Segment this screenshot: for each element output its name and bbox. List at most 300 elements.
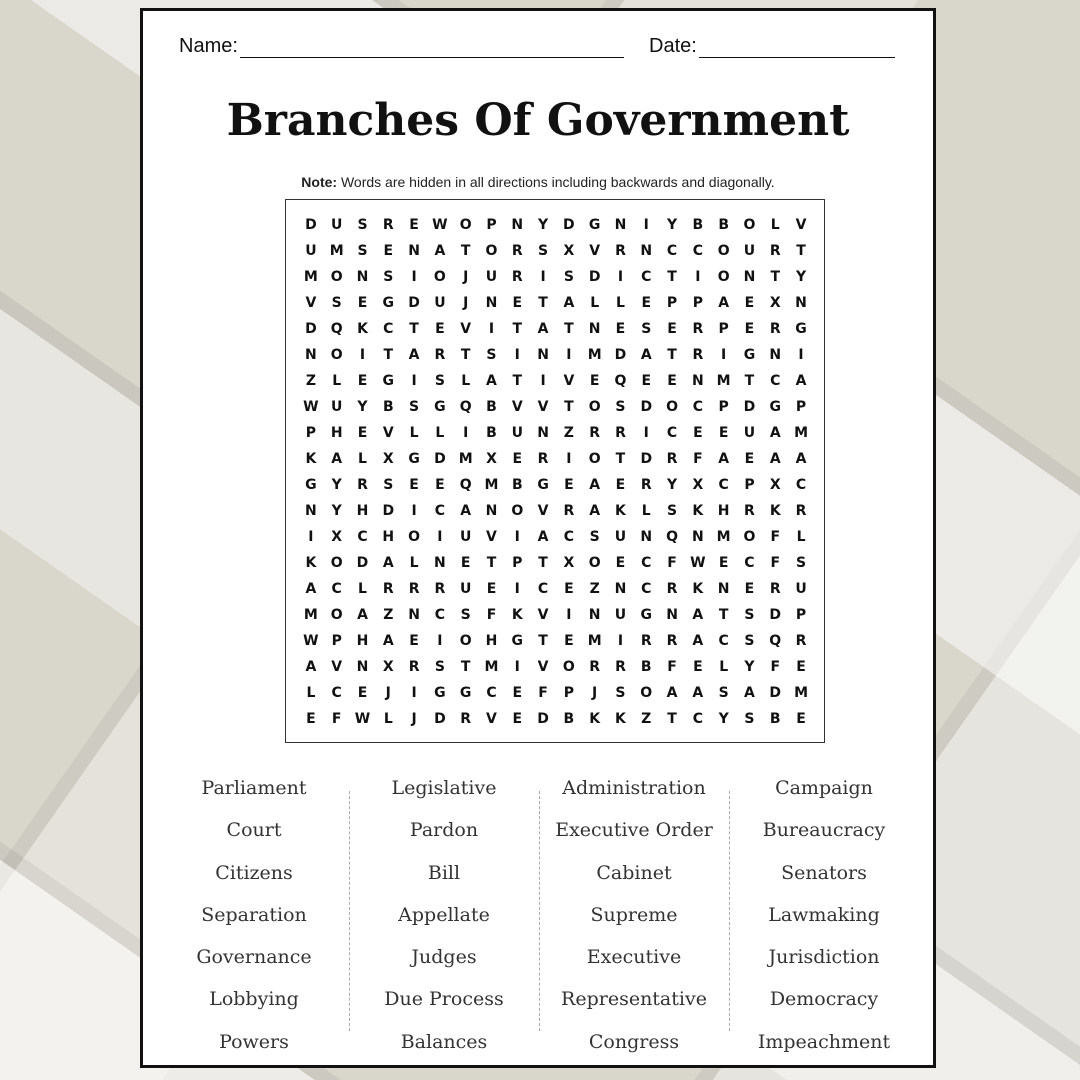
grid-letter[interactable]: V: [486, 711, 497, 727]
grid-letter[interactable]: R: [795, 633, 807, 649]
grid-letter[interactable]: J: [463, 269, 469, 285]
grid-letter[interactable]: E: [512, 295, 523, 311]
grid-letter[interactable]: Z: [589, 581, 600, 597]
grid-letter[interactable]: C: [434, 607, 446, 623]
grid-letter[interactable]: K: [615, 711, 626, 727]
grid-letter[interactable]: U: [459, 581, 472, 597]
grid-letter[interactable]: R: [615, 243, 626, 259]
grid-letter[interactable]: G: [640, 607, 652, 623]
grid-letter[interactable]: C: [744, 555, 755, 571]
grid-letter[interactable]: M: [303, 607, 318, 623]
grid-letter[interactable]: X: [692, 477, 704, 493]
grid-letter[interactable]: Y: [357, 399, 368, 415]
grid-letter[interactable]: Y: [795, 269, 807, 285]
grid-letter[interactable]: K: [692, 503, 704, 519]
grid-letter[interactable]: M: [794, 685, 808, 701]
grid-letter[interactable]: N: [537, 347, 549, 363]
grid-letter[interactable]: D: [743, 399, 756, 415]
grid-letter[interactable]: R: [563, 503, 575, 519]
grid-letter[interactable]: I: [617, 269, 624, 285]
grid-letter[interactable]: R: [589, 425, 601, 441]
grid-letter[interactable]: H: [330, 425, 343, 441]
grid-letter[interactable]: F: [770, 529, 781, 545]
grid-letter[interactable]: I: [721, 347, 727, 363]
grid-letter[interactable]: R: [434, 347, 446, 363]
grid-letter[interactable]: X: [769, 477, 781, 493]
grid-letter[interactable]: T: [770, 269, 781, 285]
grid-letter[interactable]: O: [743, 217, 756, 233]
grid-letter[interactable]: Y: [331, 503, 342, 519]
grid-letter[interactable]: B: [718, 217, 729, 233]
grid-letter[interactable]: V: [795, 217, 807, 233]
grid-letter[interactable]: V: [537, 659, 549, 675]
grid-letter[interactable]: I: [463, 425, 469, 441]
grid-letter[interactable]: R: [434, 581, 446, 597]
grid-letter[interactable]: C: [563, 529, 574, 545]
grid-letter[interactable]: V: [537, 399, 549, 415]
grid-letter[interactable]: U: [511, 425, 523, 441]
grid-letter[interactable]: A: [744, 685, 755, 701]
grid-letter[interactable]: T: [383, 347, 394, 363]
grid-letter[interactable]: A: [589, 477, 601, 493]
grid-letter[interactable]: T: [667, 347, 677, 363]
grid-letter[interactable]: T: [538, 295, 548, 311]
grid-letter[interactable]: D: [640, 451, 653, 467]
grid-letter[interactable]: D: [769, 607, 782, 623]
grid-letter[interactable]: T: [460, 659, 471, 675]
grid-letter[interactable]: D: [434, 711, 446, 727]
grid-letter[interactable]: V: [305, 295, 317, 311]
grid-letter[interactable]: Z: [383, 607, 394, 623]
grid-letter[interactable]: T: [744, 373, 755, 389]
grid-letter[interactable]: N: [640, 243, 653, 259]
grid-letter[interactable]: E: [409, 477, 419, 493]
grid-letter[interactable]: T: [409, 321, 419, 337]
grid-letter[interactable]: B: [511, 477, 523, 493]
grid-letter[interactable]: T: [486, 555, 497, 571]
grid-letter[interactable]: R: [666, 633, 678, 649]
grid-letter[interactable]: O: [640, 685, 653, 701]
grid-letter[interactable]: V: [331, 659, 343, 675]
grid-letter[interactable]: M: [458, 451, 473, 467]
grid-letter[interactable]: E: [744, 295, 755, 311]
grid-letter[interactable]: U: [331, 399, 343, 415]
grid-letter[interactable]: P: [512, 555, 523, 571]
grid-letter[interactable]: S: [615, 399, 626, 415]
grid-letter[interactable]: E: [435, 477, 445, 493]
grid-letter[interactable]: R: [357, 477, 368, 493]
grid-letter[interactable]: L: [358, 581, 367, 597]
grid-letter[interactable]: I: [437, 633, 443, 649]
grid-letter[interactable]: A: [692, 685, 704, 701]
grid-letter[interactable]: V: [382, 425, 394, 441]
grid-letter[interactable]: P: [305, 425, 317, 441]
grid-letter[interactable]: Q: [614, 373, 627, 389]
grid-letter[interactable]: W: [690, 555, 706, 571]
grid-letter[interactable]: X: [563, 555, 575, 571]
grid-letter[interactable]: E: [796, 659, 806, 675]
grid-letter[interactable]: O: [330, 269, 343, 285]
grid-letter[interactable]: D: [305, 321, 317, 337]
grid-letter[interactable]: R: [511, 243, 523, 259]
grid-letter[interactable]: K: [305, 451, 317, 467]
grid-letter[interactable]: K: [511, 607, 523, 623]
grid-letter[interactable]: A: [640, 347, 652, 363]
grid-letter[interactable]: S: [434, 659, 445, 675]
grid-letter[interactable]: L: [306, 685, 316, 701]
grid-letter[interactable]: D: [356, 555, 369, 571]
grid-letter[interactable]: F: [538, 685, 548, 701]
grid-letter[interactable]: I: [437, 529, 443, 545]
grid-letter[interactable]: C: [692, 711, 703, 727]
grid-letter[interactable]: G: [743, 347, 756, 363]
grid-letter[interactable]: S: [641, 321, 652, 337]
grid-letter[interactable]: E: [564, 633, 574, 649]
grid-letter[interactable]: E: [796, 711, 806, 727]
grid-letter[interactable]: S: [434, 373, 445, 389]
grid-letter[interactable]: S: [357, 217, 368, 233]
grid-letter[interactable]: R: [537, 451, 549, 467]
grid-letter[interactable]: K: [357, 321, 368, 337]
grid-letter[interactable]: Q: [459, 399, 472, 415]
grid-letter[interactable]: T: [667, 711, 677, 727]
grid-letter[interactable]: M: [587, 347, 602, 363]
grid-letter[interactable]: D: [537, 711, 549, 727]
grid-letter[interactable]: Z: [305, 373, 316, 389]
grid-letter[interactable]: E: [306, 711, 316, 727]
grid-letter[interactable]: E: [564, 477, 574, 493]
grid-letter[interactable]: L: [461, 373, 471, 389]
grid-letter[interactable]: R: [640, 477, 652, 493]
grid-letter[interactable]: N: [408, 607, 420, 623]
grid-letter[interactable]: M: [484, 659, 499, 675]
grid-letter[interactable]: Y: [331, 477, 342, 493]
grid-letter[interactable]: A: [769, 425, 781, 441]
grid-letter[interactable]: R: [615, 425, 626, 441]
grid-letter[interactable]: S: [667, 503, 678, 519]
grid-letter[interactable]: J: [411, 711, 417, 727]
grid-letter[interactable]: Y: [744, 659, 755, 675]
grid-letter[interactable]: V: [563, 373, 575, 389]
grid-letter[interactable]: E: [615, 477, 626, 493]
grid-letter[interactable]: A: [718, 451, 730, 467]
grid-letter[interactable]: M: [303, 269, 318, 285]
grid-letter[interactable]: A: [563, 295, 575, 311]
grid-letter[interactable]: T: [667, 269, 677, 285]
grid-letter[interactable]: L: [435, 425, 445, 441]
grid-letter[interactable]: O: [743, 529, 756, 545]
grid-letter[interactable]: O: [562, 659, 575, 675]
grid-letter[interactable]: L: [719, 659, 729, 675]
grid-letter[interactable]: O: [330, 347, 343, 363]
grid-letter[interactable]: R: [382, 581, 394, 597]
grid-letter[interactable]: U: [614, 529, 627, 545]
grid-letter[interactable]: S: [538, 243, 549, 259]
grid-letter[interactable]: R: [692, 321, 704, 337]
grid-letter[interactable]: T: [718, 607, 729, 623]
grid-letter[interactable]: T: [564, 399, 574, 415]
grid-letter[interactable]: N: [485, 295, 498, 311]
grid-letter[interactable]: H: [382, 529, 395, 545]
grid-letter[interactable]: C: [641, 555, 652, 571]
grid-letter[interactable]: C: [770, 373, 781, 389]
grid-letter[interactable]: N: [434, 555, 446, 571]
grid-letter[interactable]: E: [512, 711, 523, 727]
grid-letter[interactable]: E: [589, 373, 600, 389]
grid-letter[interactable]: A: [408, 347, 420, 363]
grid-letter[interactable]: O: [485, 243, 498, 259]
grid-letter[interactable]: P: [744, 477, 755, 493]
grid-letter[interactable]: R: [382, 217, 394, 233]
grid-letter[interactable]: A: [434, 243, 446, 259]
grid-letter[interactable]: I: [643, 217, 649, 233]
grid-letter[interactable]: T: [538, 555, 548, 571]
grid-letter[interactable]: T: [564, 321, 574, 337]
grid-letter[interactable]: U: [434, 295, 446, 311]
grid-letter[interactable]: C: [666, 425, 678, 441]
grid-letter[interactable]: Z: [641, 711, 652, 727]
grid-letter[interactable]: A: [589, 503, 601, 519]
grid-letter[interactable]: V: [589, 243, 601, 259]
name-field[interactable]: [179, 35, 624, 58]
grid-letter[interactable]: S: [486, 347, 497, 363]
grid-letter[interactable]: D: [614, 347, 627, 363]
grid-letter[interactable]: J: [463, 295, 469, 311]
grid-letter[interactable]: H: [356, 633, 369, 649]
grid-letter[interactable]: Y: [666, 477, 678, 493]
grid-letter[interactable]: M: [794, 425, 808, 441]
grid-letter[interactable]: A: [795, 373, 807, 389]
grid-letter[interactable]: F: [486, 607, 497, 623]
grid-letter[interactable]: L: [616, 295, 625, 311]
grid-letter[interactable]: E: [486, 581, 497, 597]
grid-letter[interactable]: A: [382, 555, 394, 571]
grid-letter[interactable]: I: [566, 607, 572, 623]
grid-letter[interactable]: S: [718, 685, 729, 701]
grid-letter[interactable]: E: [564, 581, 574, 597]
grid-letter[interactable]: A: [795, 451, 807, 467]
grid-letter[interactable]: L: [409, 555, 419, 571]
grid-letter[interactable]: A: [769, 451, 781, 467]
grid-letter[interactable]: V: [511, 399, 523, 415]
grid-letter[interactable]: X: [486, 451, 497, 467]
grid-letter[interactable]: S: [744, 607, 755, 623]
grid-letter[interactable]: O: [433, 269, 446, 285]
grid-letter[interactable]: F: [331, 711, 342, 727]
grid-letter[interactable]: T: [512, 321, 523, 337]
grid-letter[interactable]: C: [718, 477, 729, 493]
grid-letter[interactable]: C: [692, 243, 703, 259]
grid-letter[interactable]: N: [666, 607, 678, 623]
grid-letter[interactable]: L: [590, 295, 600, 311]
grid-letter[interactable]: E: [357, 295, 368, 311]
grid-letter[interactable]: O: [330, 555, 343, 571]
grid-letter[interactable]: M: [587, 633, 602, 649]
grid-letter[interactable]: E: [357, 373, 368, 389]
grid-letter[interactable]: G: [408, 451, 420, 467]
grid-letter[interactable]: N: [717, 581, 730, 597]
grid-letter[interactable]: F: [693, 451, 703, 467]
grid-letter[interactable]: I: [488, 321, 495, 337]
grid-letter[interactable]: I: [540, 373, 546, 389]
grid-letter[interactable]: A: [460, 503, 472, 519]
grid-letter[interactable]: I: [643, 425, 649, 441]
grid-letter[interactable]: N: [537, 425, 549, 441]
grid-letter[interactable]: P: [718, 321, 729, 337]
grid-letter[interactable]: G: [511, 633, 524, 649]
grid-letter[interactable]: I: [566, 451, 572, 467]
grid-letter[interactable]: R: [589, 659, 601, 675]
grid-letter[interactable]: S: [563, 269, 574, 285]
grid-letter[interactable]: O: [588, 555, 601, 571]
grid-letter[interactable]: I: [411, 685, 417, 701]
grid-letter[interactable]: K: [769, 503, 781, 519]
grid-letter[interactable]: P: [718, 399, 729, 415]
grid-letter[interactable]: R: [769, 243, 781, 259]
grid-letter[interactable]: S: [795, 555, 807, 571]
grid-letter[interactable]: H: [356, 503, 369, 519]
grid-letter[interactable]: K: [692, 581, 704, 597]
grid-letter[interactable]: R: [744, 503, 755, 519]
grid-letter[interactable]: K: [589, 711, 601, 727]
grid-letter[interactable]: P: [692, 295, 703, 311]
grid-letter[interactable]: E: [744, 581, 755, 597]
grid-letter[interactable]: C: [357, 529, 368, 545]
grid-letter[interactable]: T: [512, 373, 523, 389]
grid-letter[interactable]: A: [305, 581, 317, 597]
grid-letter[interactable]: D: [588, 269, 601, 285]
grid-letter[interactable]: S: [460, 607, 471, 623]
grid-letter[interactable]: A: [692, 633, 704, 649]
grid-letter[interactable]: E: [512, 685, 523, 701]
grid-letter[interactable]: P: [795, 607, 807, 623]
grid-letter[interactable]: I: [566, 347, 572, 363]
grid-letter[interactable]: N: [614, 581, 627, 597]
grid-letter[interactable]: U: [743, 425, 756, 441]
grid-letter[interactable]: C: [718, 633, 729, 649]
grid-letter[interactable]: D: [640, 399, 653, 415]
grid-letter[interactable]: H: [717, 503, 730, 519]
grid-letter[interactable]: D: [563, 217, 575, 233]
grid-letter[interactable]: N: [305, 503, 317, 519]
grid-letter[interactable]: H: [485, 633, 498, 649]
grid-letter[interactable]: U: [795, 581, 807, 597]
grid-letter[interactable]: E: [641, 373, 652, 389]
grid-letter[interactable]: A: [537, 321, 549, 337]
grid-letter[interactable]: O: [408, 529, 421, 545]
grid-letter[interactable]: E: [718, 425, 729, 441]
grid-letter[interactable]: O: [459, 217, 472, 233]
grid-letter[interactable]: D: [434, 451, 446, 467]
grid-letter[interactable]: R: [408, 659, 420, 675]
grid-letter[interactable]: A: [692, 607, 704, 623]
grid-letter[interactable]: N: [305, 347, 317, 363]
grid-letter[interactable]: Q: [459, 477, 472, 493]
grid-letter[interactable]: E: [383, 243, 394, 259]
grid-letter[interactable]: O: [330, 607, 343, 623]
grid-letter[interactable]: I: [695, 269, 701, 285]
grid-letter[interactable]: R: [666, 581, 678, 597]
grid-letter[interactable]: R: [795, 503, 807, 519]
grid-letter[interactable]: N: [588, 321, 601, 337]
grid-letter[interactable]: G: [382, 295, 395, 311]
grid-letter[interactable]: Q: [769, 633, 782, 649]
grid-letter[interactable]: R: [769, 321, 781, 337]
grid-letter[interactable]: N: [511, 217, 524, 233]
grid-letter[interactable]: E: [615, 321, 626, 337]
grid-letter[interactable]: L: [332, 373, 342, 389]
grid-letter[interactable]: R: [460, 711, 472, 727]
grid-letter[interactable]: R: [692, 347, 704, 363]
grid-letter[interactable]: U: [743, 243, 756, 259]
grid-letter[interactable]: L: [796, 529, 806, 545]
grid-letter[interactable]: X: [563, 243, 575, 259]
grid-letter[interactable]: V: [460, 321, 472, 337]
grid-letter[interactable]: A: [305, 659, 317, 675]
grid-letter[interactable]: E: [641, 295, 652, 311]
grid-letter[interactable]: E: [460, 555, 471, 571]
grid-letter[interactable]: I: [514, 529, 520, 545]
grid-letter[interactable]: A: [382, 633, 394, 649]
grid-letter[interactable]: S: [383, 269, 394, 285]
grid-letter[interactable]: N: [691, 529, 704, 545]
grid-letter[interactable]: X: [382, 659, 394, 675]
grid-letter[interactable]: E: [744, 321, 755, 337]
grid-letter[interactable]: U: [305, 243, 317, 259]
grid-letter[interactable]: F: [770, 555, 781, 571]
grid-letter[interactable]: M: [716, 373, 731, 389]
grid-letter[interactable]: I: [617, 633, 624, 649]
grid-letter[interactable]: G: [305, 477, 317, 493]
grid-letter[interactable]: G: [795, 321, 807, 337]
grid-letter[interactable]: J: [385, 685, 391, 701]
grid-letter[interactable]: E: [667, 321, 677, 337]
grid-letter[interactable]: G: [459, 685, 472, 701]
grid-letter[interactable]: O: [588, 451, 601, 467]
grid-letter[interactable]: E: [435, 321, 445, 337]
grid-letter[interactable]: P: [563, 685, 574, 701]
grid-letter[interactable]: I: [798, 347, 804, 363]
grid-letter[interactable]: W: [432, 217, 448, 233]
grid-letter[interactable]: N: [743, 269, 756, 285]
grid-letter[interactable]: C: [331, 581, 342, 597]
grid-letter[interactable]: I: [514, 659, 520, 675]
grid-letter[interactable]: D: [382, 503, 395, 519]
grid-letter[interactable]: B: [486, 399, 497, 415]
grid-letter[interactable]: G: [382, 373, 395, 389]
grid-letter[interactable]: Y: [538, 217, 549, 233]
grid-letter[interactable]: T: [460, 243, 471, 259]
grid-letter[interactable]: U: [485, 269, 498, 285]
grid-letter[interactable]: C: [383, 321, 394, 337]
grid-letter[interactable]: P: [331, 633, 342, 649]
grid-letter[interactable]: T: [796, 243, 806, 259]
grid-letter[interactable]: Y: [666, 217, 678, 233]
grid-letter[interactable]: N: [408, 243, 420, 259]
date-field[interactable]: [649, 35, 895, 58]
grid-letter[interactable]: X: [769, 295, 781, 311]
grid-letter[interactable]: G: [434, 399, 446, 415]
grid-letter[interactable]: Z: [563, 425, 574, 441]
grid-letter[interactable]: E: [357, 425, 368, 441]
grid-letter[interactable]: U: [614, 607, 627, 623]
grid-letter[interactable]: E: [693, 659, 703, 675]
grid-letter[interactable]: I: [514, 581, 520, 597]
grid-letter[interactable]: N: [795, 295, 807, 311]
grid-letter[interactable]: W: [354, 711, 371, 727]
grid-letter[interactable]: R: [511, 269, 523, 285]
grid-letter[interactable]: M: [329, 243, 344, 259]
